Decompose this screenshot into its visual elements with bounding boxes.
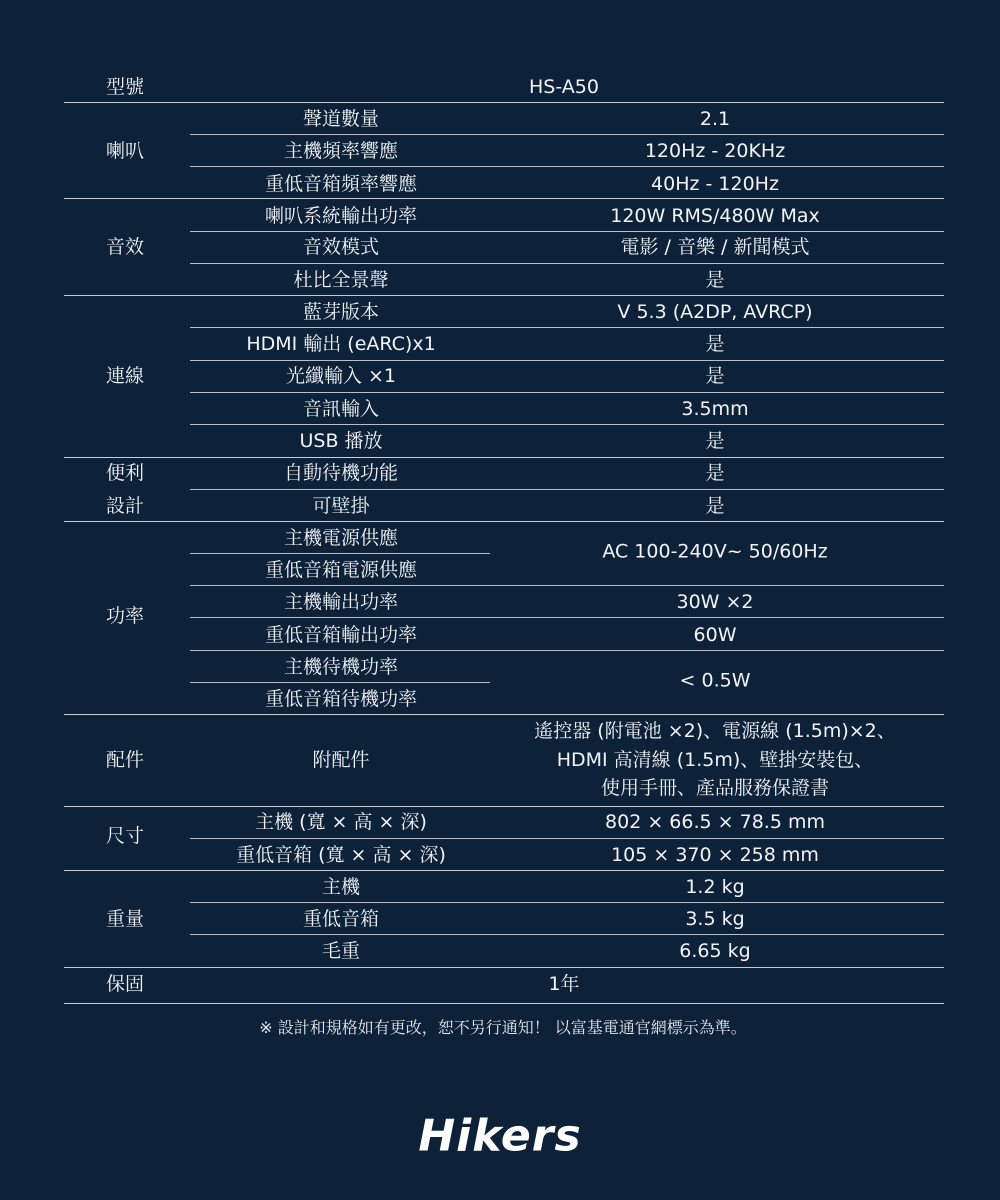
spec-value: 是 [705, 430, 725, 452]
category-power: 功率 [106, 605, 145, 627]
spec-value: 1.2 kg [685, 876, 745, 898]
spec-label: 重低音箱待機功率 [264, 688, 418, 710]
rule-speaker-bottom [64, 198, 944, 199]
rule [190, 553, 490, 554]
warranty-label: 保固 [106, 973, 145, 995]
spec-label: 音訊輸入 [302, 398, 380, 420]
power-supply-value: AC 100-240V~ 50/60Hz [602, 540, 828, 563]
standby-value: < 0.5W [679, 669, 751, 692]
rule [190, 166, 944, 167]
rule [190, 392, 944, 393]
spec-value: 是 [705, 495, 725, 517]
rule [190, 327, 944, 328]
spec-label: 主機 (寬 × 高 × 深) [255, 811, 427, 833]
spec-label: 音效模式 [302, 236, 380, 258]
rule [190, 934, 944, 935]
spec-label: 重低音箱輸出功率 [264, 624, 418, 646]
spec-label: 藍芽版本 [302, 301, 380, 323]
category-accessories: 配件 [106, 749, 145, 771]
rule [190, 360, 944, 361]
rule-convenience-bottom [64, 521, 944, 522]
spec-label: 附配件 [312, 749, 370, 771]
spec-label: 主機待機功率 [283, 656, 399, 678]
rule [190, 585, 944, 586]
rule-sound-bottom [64, 295, 944, 296]
sub-output-value: 60W [693, 624, 737, 646]
spec-value: 3.5 kg [685, 908, 745, 930]
brand-logo: Hikers [418, 1110, 582, 1162]
spec-label: 喇叭系統輸出功率 [264, 205, 418, 227]
rule-accessories-bottom [64, 806, 944, 807]
category-connection: 連線 [106, 365, 145, 387]
spec-label: 毛重 [321, 940, 361, 962]
spec-label: 主機輸出功率 [283, 591, 399, 613]
spec-label: 重低音箱 [302, 908, 380, 930]
rule [190, 838, 944, 839]
accessories-line-3: 使用手冊、產品服務保證書 [600, 777, 830, 799]
accessories-line-1: 遙控器 (附電池 ×2)、電源線 (1.5m)×2、 [534, 720, 896, 742]
spec-label: 可壁掛 [312, 495, 370, 517]
accessories-line-2: HDMI 高清線 (1.5m)、壁掛安裝包、 [556, 749, 874, 771]
spec-value: 6.65 kg [679, 940, 751, 962]
spec-value: 3.5mm [681, 398, 749, 420]
rule-weight-bottom [64, 967, 944, 968]
rule-model-bottom [64, 102, 944, 103]
spec-value: 802 × 66.5 × 78.5 mm [605, 811, 825, 833]
category-dimensions: 尺寸 [106, 825, 145, 847]
spec-label: 光纖輸入 ×1 [285, 365, 397, 387]
rule-table-bottom [64, 1003, 944, 1004]
spec-value: 是 [705, 365, 725, 387]
category-sound: 音效 [106, 236, 145, 258]
model-value: HS-A50 [529, 76, 599, 98]
spec-label: 聲道數量 [302, 108, 380, 130]
rule-connection-bottom [64, 457, 944, 458]
rule [190, 424, 944, 425]
spec-label: 主機頻率響應 [283, 140, 399, 162]
warranty-value: 1年 [548, 973, 580, 995]
rule-power-bottom [64, 714, 944, 715]
rule [190, 263, 944, 264]
spec-label: HDMI 輸出 (eARC)x1 [246, 333, 436, 355]
spec-value: 120W RMS/480W Max [610, 205, 820, 227]
rule [190, 617, 944, 618]
category-convenience-line2: 設計 [106, 495, 145, 517]
spec-value: 是 [705, 269, 725, 291]
spec-value: 120Hz - 20KHz [644, 140, 786, 162]
spec-value: V 5.3 (A2DP, AVRCP) [617, 301, 813, 323]
spec-value: 105 × 370 × 258 mm [611, 844, 819, 866]
rule [190, 134, 944, 135]
spec-label: 重低音箱電源供應 [264, 559, 418, 581]
category-convenience-line1: 便利 [106, 462, 145, 484]
rule [190, 231, 944, 232]
rule [190, 489, 944, 490]
spec-label: 重低音箱頻率響應 [264, 173, 418, 195]
category-speaker: 喇叭 [106, 140, 145, 162]
spec-label: 主機電源供應 [283, 527, 399, 549]
spec-value: 是 [705, 462, 725, 484]
spec-value: 2.1 [699, 108, 731, 130]
category-weight: 重量 [106, 908, 145, 930]
rule [190, 902, 944, 903]
rule [190, 682, 490, 683]
model-label: 型號 [106, 76, 145, 98]
main-output-value: 30W ×2 [676, 591, 754, 613]
spec-label: 主機 [321, 876, 361, 898]
spec-value: 是 [705, 333, 725, 355]
spec-label: 自動待機功能 [283, 462, 399, 484]
spec-label: 杜比全景聲 [293, 269, 389, 291]
spec-value: 40Hz - 120Hz [651, 173, 779, 195]
spec-label: 重低音箱 (寬 × 高 × 深) [236, 844, 446, 866]
disclaimer-note: ※ 設計和規格如有更改，恕不另行通知！ 以富基電通官網標示為準。 [259, 1018, 747, 1037]
rule [190, 650, 944, 651]
spec-label: USB 播放 [299, 430, 383, 452]
rule-dimensions-bottom [64, 870, 944, 871]
spec-value: 電影 / 音樂 / 新聞模式 [620, 236, 810, 258]
